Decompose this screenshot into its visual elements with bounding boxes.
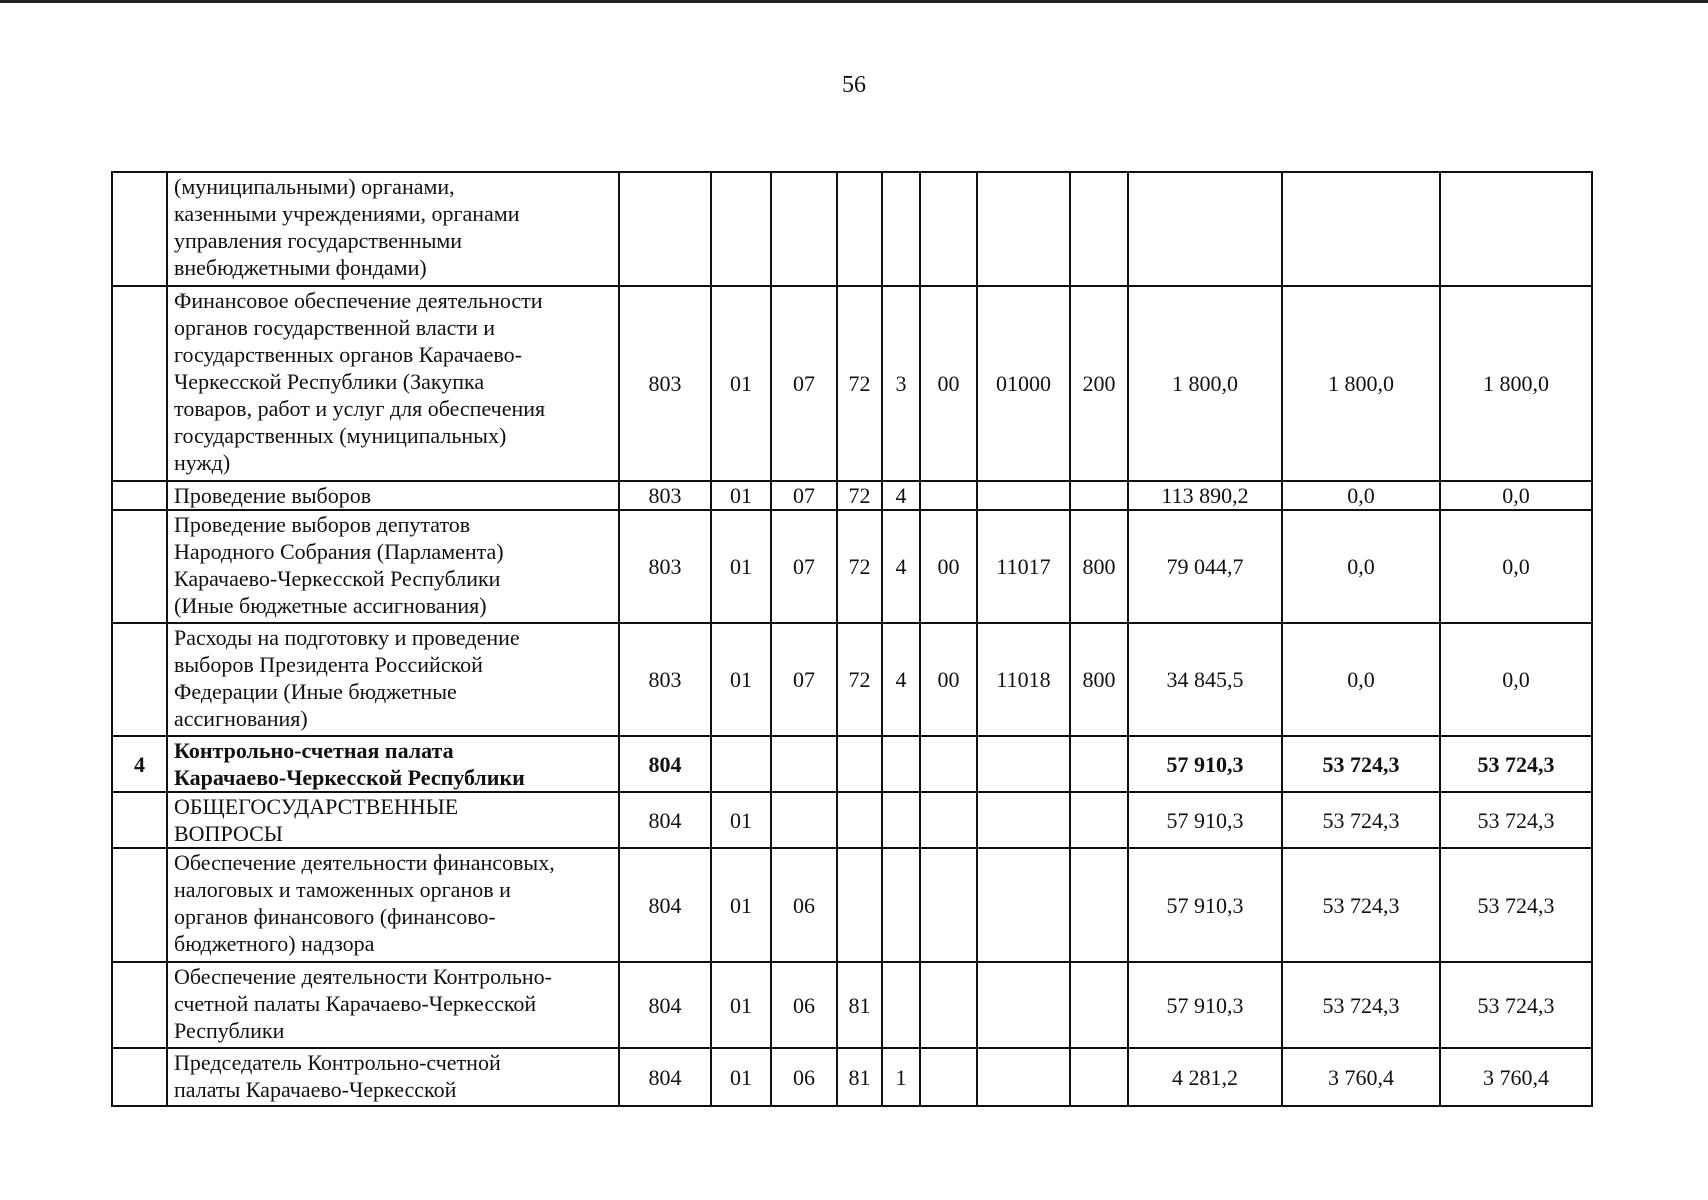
table-row bbox=[112, 623, 1592, 736]
code-gp-cell: 803 bbox=[619, 623, 711, 736]
budget-table bbox=[111, 171, 1593, 1107]
row-number-cell bbox=[112, 792, 167, 848]
code-section-cell bbox=[711, 736, 771, 792]
row-name-cell: Финансовое обеспечение деятельности органов государственной власти и государственных органов Карачаево- Черкесской Республики (Закупка товаров, работ и услуг для обеспечения государственных (муниципальных) нужд) bbox=[167, 286, 619, 481]
scan-edge-line bbox=[0, 0, 1708, 3]
row-number-cell bbox=[112, 481, 167, 510]
row-number-cell bbox=[112, 510, 167, 623]
amount-year-1-cell: 79 044,7 bbox=[1128, 510, 1282, 623]
row-number-cell: 4 bbox=[112, 736, 167, 792]
row-number-cell bbox=[112, 172, 167, 286]
amount-year-1-cell: 4 281,2 bbox=[1128, 1048, 1282, 1106]
code-section-cell: 01 bbox=[711, 962, 771, 1048]
code-program-cell bbox=[837, 792, 882, 848]
row-number-cell bbox=[112, 623, 167, 736]
code-direction-cell bbox=[920, 792, 977, 848]
code-direction-cell bbox=[920, 736, 977, 792]
code-direction-cell: 00 bbox=[920, 286, 977, 481]
code-program-cell bbox=[837, 172, 882, 286]
row-number-cell bbox=[112, 962, 167, 1048]
amount-year-2-cell: 1 800,0 bbox=[1282, 286, 1440, 481]
code-gp-cell: 803 bbox=[619, 286, 711, 481]
code-subsection-cell: 06 bbox=[771, 848, 837, 962]
amount-year-3-cell: 53 724,3 bbox=[1440, 848, 1592, 962]
code-event-cell bbox=[977, 1048, 1070, 1106]
page-number: 56 bbox=[842, 72, 866, 98]
code-event-cell bbox=[977, 792, 1070, 848]
row-name-cell: (муниципальными) органами, казенными учреждениями, органами управления государственными внебюджетными фондами) bbox=[167, 172, 619, 286]
code-gp-cell: 804 bbox=[619, 736, 711, 792]
code-program-cell: 81 bbox=[837, 962, 882, 1048]
amount-year-1-cell: 57 910,3 bbox=[1128, 962, 1282, 1048]
code-program-cell: 72 bbox=[837, 481, 882, 510]
table-row bbox=[112, 481, 1592, 510]
code-direction-cell bbox=[920, 1048, 977, 1106]
code-gp-cell bbox=[619, 172, 711, 286]
code-expense-type-cell: 800 bbox=[1070, 510, 1128, 623]
code-event-cell bbox=[977, 736, 1070, 792]
table-row bbox=[112, 962, 1592, 1048]
amount-year-2-cell: 0,0 bbox=[1282, 623, 1440, 736]
code-subprogram-cell bbox=[882, 962, 920, 1048]
code-subsection-cell: 07 bbox=[771, 481, 837, 510]
amount-year-1-cell bbox=[1128, 172, 1282, 286]
amount-year-2-cell: 53 724,3 bbox=[1282, 792, 1440, 848]
row-name-cell: Обеспечение деятельности финансовых, налоговых и таможенных органов и органов финансового (финансово- бюджетного) надзора bbox=[167, 848, 619, 962]
amount-year-2-cell: 0,0 bbox=[1282, 510, 1440, 623]
row-name-cell: ОБЩЕГОСУДАРСТВЕННЫЕ ВОПРОСЫ bbox=[167, 792, 619, 848]
table-row bbox=[112, 792, 1592, 848]
code-program-cell bbox=[837, 736, 882, 792]
code-direction-cell bbox=[920, 848, 977, 962]
code-event-cell bbox=[977, 481, 1070, 510]
code-section-cell: 01 bbox=[711, 1048, 771, 1106]
amount-year-3-cell: 53 724,3 bbox=[1440, 792, 1592, 848]
code-event-cell bbox=[977, 172, 1070, 286]
code-section-cell: 01 bbox=[711, 286, 771, 481]
code-subprogram-cell bbox=[882, 736, 920, 792]
amount-year-2-cell: 3 760,4 bbox=[1282, 1048, 1440, 1106]
code-expense-type-cell bbox=[1070, 736, 1128, 792]
amount-year-2-cell bbox=[1282, 172, 1440, 286]
code-program-cell: 72 bbox=[837, 286, 882, 481]
code-section-cell bbox=[711, 172, 771, 286]
code-section-cell: 01 bbox=[711, 792, 771, 848]
amount-year-3-cell: 1 800,0 bbox=[1440, 286, 1592, 481]
code-expense-type-cell bbox=[1070, 792, 1128, 848]
row-name-cell: Проведение выборов bbox=[167, 481, 619, 510]
amount-year-2-cell: 53 724,3 bbox=[1282, 962, 1440, 1048]
code-expense-type-cell bbox=[1070, 481, 1128, 510]
code-direction-cell bbox=[920, 962, 977, 1048]
table-row bbox=[112, 286, 1592, 481]
table-row bbox=[112, 1048, 1592, 1106]
code-program-cell: 81 bbox=[837, 1048, 882, 1106]
code-direction-cell: 00 bbox=[920, 510, 977, 623]
amount-year-1-cell: 1 800,0 bbox=[1128, 286, 1282, 481]
amount-year-3-cell: 0,0 bbox=[1440, 510, 1592, 623]
code-section-cell: 01 bbox=[711, 848, 771, 962]
code-subprogram-cell: 4 bbox=[882, 510, 920, 623]
budget-table-container bbox=[111, 171, 1591, 1107]
amount-year-3-cell: 0,0 bbox=[1440, 481, 1592, 510]
code-section-cell: 01 bbox=[711, 510, 771, 623]
table-row bbox=[112, 510, 1592, 623]
amount-year-3-cell: 53 724,3 bbox=[1440, 736, 1592, 792]
code-subsection-cell: 07 bbox=[771, 623, 837, 736]
row-name-cell: Контрольно-счетная палата Карачаево-Черкесской Республики bbox=[167, 736, 619, 792]
row-name-cell: Председатель Контрольно-счетной палаты Карачаево-Черкесской bbox=[167, 1048, 619, 1106]
code-expense-type-cell bbox=[1070, 962, 1128, 1048]
code-subsection-cell: 06 bbox=[771, 1048, 837, 1106]
code-section-cell: 01 bbox=[711, 481, 771, 510]
code-expense-type-cell bbox=[1070, 172, 1128, 286]
code-gp-cell: 804 bbox=[619, 848, 711, 962]
code-gp-cell: 804 bbox=[619, 1048, 711, 1106]
amount-year-1-cell: 34 845,5 bbox=[1128, 623, 1282, 736]
code-subprogram-cell: 1 bbox=[882, 1048, 920, 1106]
code-gp-cell: 803 bbox=[619, 510, 711, 623]
code-subprogram-cell: 4 bbox=[882, 623, 920, 736]
code-subprogram-cell: 3 bbox=[882, 286, 920, 481]
amount-year-2-cell: 53 724,3 bbox=[1282, 736, 1440, 792]
amount-year-2-cell: 0,0 bbox=[1282, 481, 1440, 510]
code-subprogram-cell bbox=[882, 172, 920, 286]
code-expense-type-cell bbox=[1070, 848, 1128, 962]
code-program-cell: 72 bbox=[837, 623, 882, 736]
code-direction-cell: 00 bbox=[920, 623, 977, 736]
code-expense-type-cell: 200 bbox=[1070, 286, 1128, 481]
code-subsection-cell: 07 bbox=[771, 286, 837, 481]
table-row bbox=[112, 736, 1592, 792]
row-name-cell: Проведение выборов депутатов Народного Собрания (Парламента) Карачаево-Черкесской Республики (Иные бюджетные ассигнования) bbox=[167, 510, 619, 623]
row-number-cell bbox=[112, 848, 167, 962]
code-event-cell bbox=[977, 962, 1070, 1048]
amount-year-1-cell: 57 910,3 bbox=[1128, 736, 1282, 792]
code-event-cell: 11018 bbox=[977, 623, 1070, 736]
code-event-cell: 01000 bbox=[977, 286, 1070, 481]
code-expense-type-cell bbox=[1070, 1048, 1128, 1106]
row-name-cell: Расходы на подготовку и проведение выборов Президента Российской Федерации (Иные бюджетные ассигнования) bbox=[167, 623, 619, 736]
row-name-cell: Обеспечение деятельности Контрольно- счетной палаты Карачаево-Черкесской Республики bbox=[167, 962, 619, 1048]
amount-year-1-cell: 57 910,3 bbox=[1128, 792, 1282, 848]
code-gp-cell: 804 bbox=[619, 792, 711, 848]
amount-year-3-cell: 0,0 bbox=[1440, 623, 1592, 736]
amount-year-1-cell: 57 910,3 bbox=[1128, 848, 1282, 962]
row-number-cell bbox=[112, 1048, 167, 1106]
code-subsection-cell: 07 bbox=[771, 510, 837, 623]
code-gp-cell: 803 bbox=[619, 481, 711, 510]
amount-year-3-cell: 3 760,4 bbox=[1440, 1048, 1592, 1106]
code-subprogram-cell: 4 bbox=[882, 481, 920, 510]
amount-year-3-cell bbox=[1440, 172, 1592, 286]
code-event-cell: 11017 bbox=[977, 510, 1070, 623]
code-direction-cell bbox=[920, 172, 977, 286]
code-direction-cell bbox=[920, 481, 977, 510]
table-row bbox=[112, 848, 1592, 962]
code-event-cell bbox=[977, 848, 1070, 962]
table-row bbox=[112, 172, 1592, 286]
code-program-cell bbox=[837, 848, 882, 962]
amount-year-1-cell: 113 890,2 bbox=[1128, 481, 1282, 510]
code-expense-type-cell: 800 bbox=[1070, 623, 1128, 736]
table-body bbox=[112, 172, 1592, 1106]
code-subsection-cell bbox=[771, 172, 837, 286]
code-gp-cell: 804 bbox=[619, 962, 711, 1048]
code-subsection-cell: 06 bbox=[771, 962, 837, 1048]
amount-year-3-cell: 53 724,3 bbox=[1440, 962, 1592, 1048]
row-number-cell bbox=[112, 286, 167, 481]
amount-year-2-cell: 53 724,3 bbox=[1282, 848, 1440, 962]
code-subprogram-cell bbox=[882, 792, 920, 848]
code-program-cell: 72 bbox=[837, 510, 882, 623]
code-section-cell: 01 bbox=[711, 623, 771, 736]
code-subprogram-cell bbox=[882, 848, 920, 962]
code-subsection-cell bbox=[771, 736, 837, 792]
code-subsection-cell bbox=[771, 792, 837, 848]
